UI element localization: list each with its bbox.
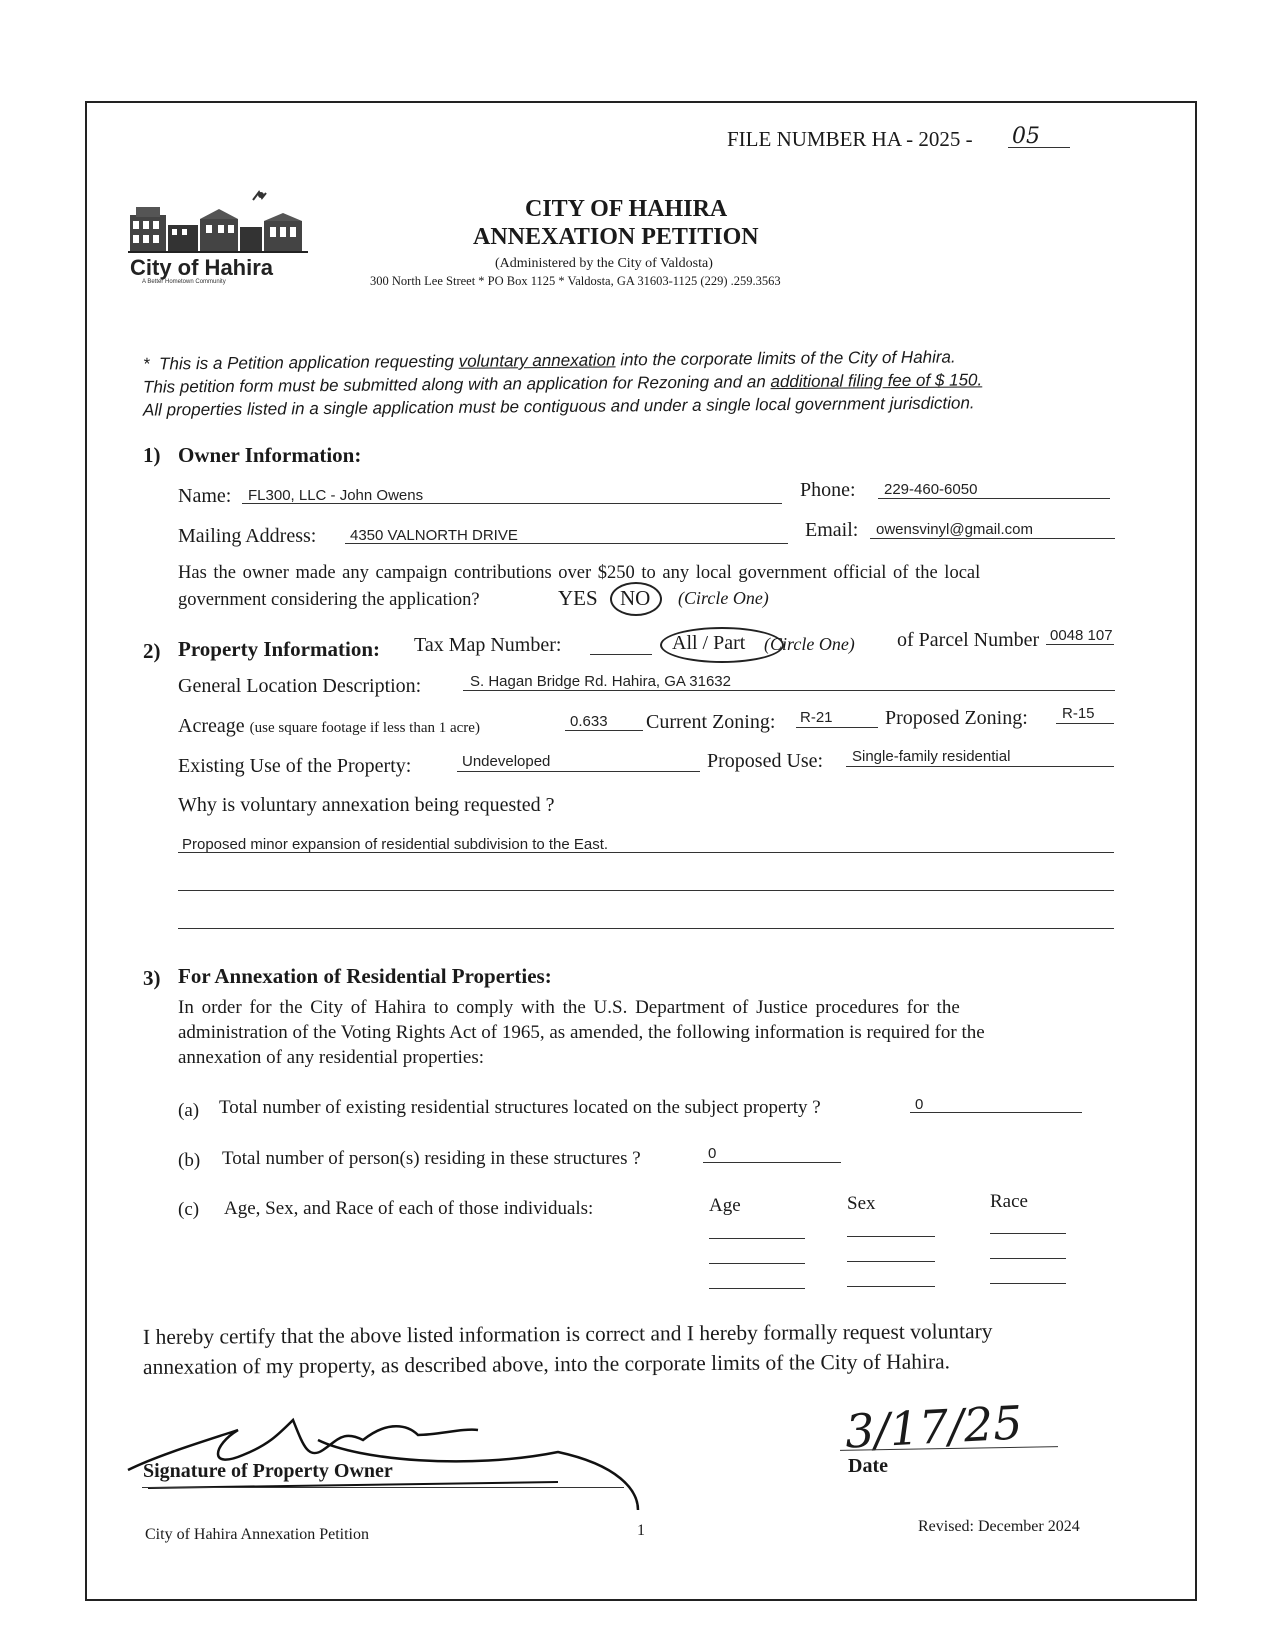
- city-logo: [128, 185, 310, 285]
- why-line-3[interactable]: [178, 928, 1114, 929]
- phone-value[interactable]: 229-460-6050: [884, 481, 978, 498]
- section3-para-2: administration of the Voting Rights Act of 1965, as amended, the following information is required for the: [178, 1022, 985, 1043]
- no-circle-mark: [610, 582, 662, 616]
- why-line-1: [178, 852, 1114, 853]
- race-line-1[interactable]: [990, 1233, 1066, 1234]
- mailing-label: Mailing Address:: [178, 525, 317, 547]
- proposed-zoning-value[interactable]: R-15: [1062, 705, 1095, 722]
- existing-use-line: [457, 771, 700, 772]
- proposed-zoning-line: [1056, 723, 1114, 724]
- section3-para-3: annexation of any residential properties:: [178, 1047, 485, 1068]
- contrib-question-2: government considering the application?: [178, 590, 480, 610]
- signature-scribble-icon: [118, 1400, 678, 1510]
- existing-use-value[interactable]: Undeveloped: [462, 753, 551, 770]
- mailing-line: [345, 543, 788, 544]
- phone-line: [878, 498, 1110, 499]
- parcel-line: [1046, 644, 1114, 645]
- item-a-value[interactable]: 0: [915, 1096, 924, 1113]
- owner-signature[interactable]: [118, 1400, 678, 1510]
- name-line: [242, 503, 782, 504]
- name-value[interactable]: FL300, LLC - John Owens: [248, 487, 424, 504]
- col-race-header: Race: [990, 1191, 1028, 1212]
- logo-text: City of Hahira: [130, 255, 274, 280]
- certify-line-1: I hereby certify that the above listed information is correct and I hereby formally request voluntary: [142, 1319, 993, 1349]
- item-b-line: [703, 1162, 841, 1163]
- current-zoning-line: [796, 727, 878, 728]
- intro-line-3: All properties listed in a single application must be contiguous and under a single local government jurisdiction.: [142, 393, 975, 420]
- item-c-text: Age, Sex, and Race of each of those individuals:: [224, 1198, 594, 1219]
- item-a-label: (a): [178, 1100, 200, 1121]
- intro-star: *: [142, 354, 150, 374]
- name-label: Name:: [178, 485, 232, 507]
- section3-number: 3): [143, 966, 161, 990]
- date-value[interactable]: 3/17/25: [843, 1395, 1024, 1459]
- all-part-circle-one: (Circle One): [764, 634, 855, 654]
- contrib-no-option[interactable]: NO: [620, 586, 651, 610]
- title-petition: ANNEXATION PETITION: [473, 224, 759, 250]
- item-a-text: Total number of existing residential structures located on the subject property ?: [219, 1097, 821, 1118]
- parcel-label: of Parcel Number: [897, 629, 1040, 651]
- why-line-2[interactable]: [178, 890, 1114, 891]
- sex-line-3[interactable]: [847, 1286, 935, 1287]
- section1-number: 1): [143, 443, 161, 467]
- section3-title: For Annexation of Residential Properties:: [178, 964, 552, 988]
- current-zoning-label: Current Zoning:: [646, 711, 776, 733]
- footer-page-number: 1: [637, 1522, 645, 1539]
- race-line-3[interactable]: [990, 1283, 1066, 1284]
- sex-line-2[interactable]: [847, 1261, 935, 1262]
- footer-title: City of Hahira Annexation Petition: [145, 1526, 369, 1543]
- email-label: Email:: [805, 519, 859, 541]
- administered-note: (Administered by the City of Valdosta): [495, 256, 713, 271]
- signature-line: [142, 1487, 624, 1488]
- email-value[interactable]: owensvinyl@gmail.com: [876, 521, 1033, 538]
- email-line: [870, 538, 1115, 539]
- proposed-use-line: [846, 766, 1114, 767]
- file-number-value: 05: [1012, 124, 1040, 149]
- acreage-line: [565, 730, 643, 731]
- item-a-line: [910, 1112, 1082, 1113]
- file-number-line: [1008, 147, 1070, 148]
- contrib-circle-one: (Circle One): [678, 588, 769, 608]
- acreage-value[interactable]: 0.633: [570, 713, 608, 730]
- contrib-yes-option[interactable]: YES: [558, 586, 598, 610]
- proposed-use-value[interactable]: Single-family residential: [852, 748, 1011, 765]
- location-value[interactable]: S. Hagan Bridge Rd. Hahira, GA 31632: [470, 673, 731, 690]
- item-b-value[interactable]: 0: [708, 1145, 717, 1162]
- col-sex-header: Sex: [847, 1193, 876, 1214]
- item-c-label: (c): [178, 1199, 200, 1220]
- location-line: [463, 690, 1115, 691]
- parcel-value[interactable]: 0048 107: [1050, 627, 1113, 644]
- intro-voluntary-annexation: voluntary annexation: [458, 350, 616, 371]
- mailing-value[interactable]: 4350 VALNORTH DRIVE: [350, 527, 518, 544]
- acreage-label: Acreage (use square footage if less than 1 acre): [178, 715, 480, 737]
- office-address: 300 North Lee Street * PO Box 1125 * Valdosta, GA 31603-1125 (229) .259.3563: [370, 274, 781, 288]
- city-skyline-icon: [128, 185, 310, 255]
- section2-number: 2): [143, 639, 161, 663]
- age-line-3[interactable]: [709, 1288, 805, 1289]
- proposed-zoning-label: Proposed Zoning:: [885, 707, 1028, 729]
- intro-line2-pre: This petition form must be submitted along with an application for Rezoning and an: [142, 372, 766, 397]
- file-number-label: FILE NUMBER HA - 2025 -: [727, 127, 973, 151]
- section2-title: Property Information:: [178, 637, 380, 661]
- tax-map-label: Tax Map Number:: [414, 634, 562, 656]
- tax-map-line[interactable]: [590, 654, 652, 655]
- date-label: Date: [848, 1455, 888, 1477]
- item-b-text: Total number of person(s) residing in these structures ?: [222, 1148, 641, 1169]
- location-label: General Location Description:: [178, 675, 422, 697]
- section1-title: Owner Information:: [178, 443, 362, 467]
- signature-label: Signature of Property Owner: [143, 1460, 393, 1482]
- all-part-option[interactable]: All / Part: [672, 632, 746, 654]
- acreage-note: (use square footage if less than 1 acre): [249, 720, 480, 736]
- proposed-use-label: Proposed Use:: [707, 750, 824, 772]
- intro-filing-fee: additional filing fee of $ 150.: [770, 370, 983, 392]
- current-zoning-value[interactable]: R-21: [800, 709, 833, 726]
- title-city: CITY OF HAHIRA: [525, 196, 728, 222]
- why-label: Why is voluntary annexation being requested ?: [178, 794, 555, 816]
- why-value[interactable]: Proposed minor expansion of residential subdivision to the East.: [182, 836, 609, 853]
- contrib-question-1: Has the owner made any campaign contributions over $250 to any local government official of the local: [178, 563, 981, 583]
- logo-tagline: A Better Hometown Community: [142, 279, 226, 285]
- item-b-label: (b): [178, 1150, 201, 1171]
- certify-line-2: annexation of my property, as described above, into the corporate limits of the City of Hahira.: [142, 1349, 951, 1379]
- phone-label: Phone:: [800, 479, 856, 501]
- age-line-1[interactable]: [709, 1238, 805, 1239]
- age-line-2[interactable]: [709, 1263, 805, 1264]
- sex-line-1[interactable]: [847, 1236, 935, 1237]
- intro-line1-pre: This is a Petition application requesting: [159, 351, 455, 374]
- col-age-header: Age: [709, 1195, 741, 1216]
- race-line-2[interactable]: [990, 1258, 1066, 1259]
- footer-revised: Revised: December 2024: [918, 1518, 1080, 1535]
- section3-para-1: In order for the City of Hahira to comply with the U.S. Department of Justice procedures for the: [178, 997, 960, 1018]
- intro-line1-post: into the corporate limits of the City of Hahira.: [620, 347, 956, 370]
- existing-use-label: Existing Use of the Property:: [178, 755, 412, 777]
